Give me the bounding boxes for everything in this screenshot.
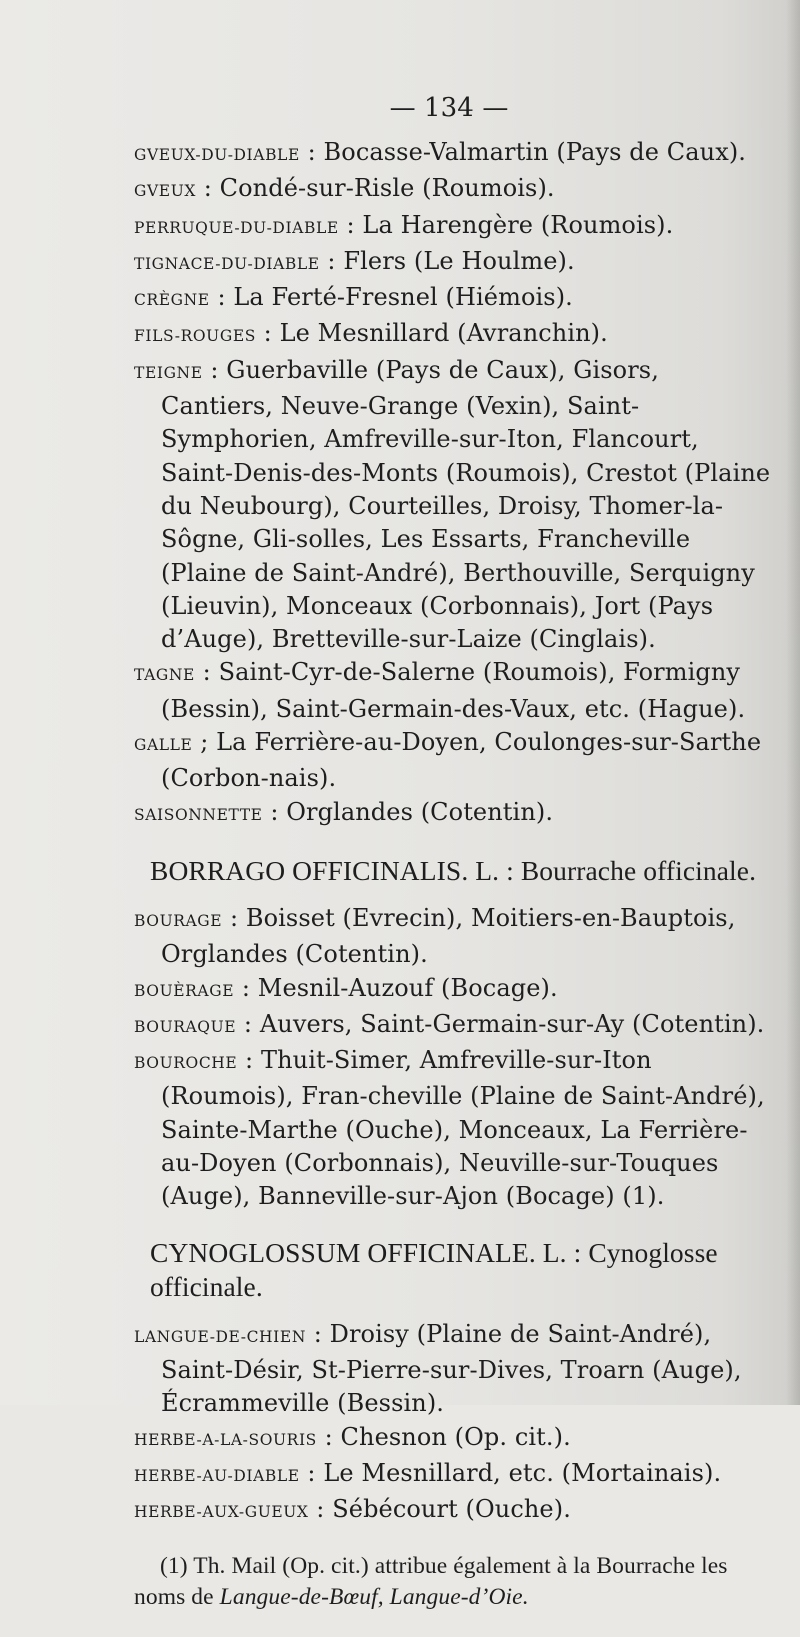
page-edge-shadow xyxy=(786,0,800,1405)
entry-term: BOURAQUE xyxy=(134,1017,237,1036)
entry-separator: : xyxy=(236,1009,260,1038)
entry-term: HERBE-AUX-GUEUX xyxy=(134,1503,309,1522)
entry-term: TEIGNE xyxy=(134,363,203,382)
entry xyxy=(134,1493,774,1529)
entry-separator: : xyxy=(237,1046,261,1075)
entry xyxy=(134,317,774,353)
entry xyxy=(134,136,774,172)
page-number: — 134 — xyxy=(389,93,509,123)
entry-localities: Guerbaville (Pays de Caux), Gisors, Cantiers, Neuve-Grange (Vexin), Saint-Symphorien, Amfreville-sur-Iton, Flancourt, Saint-Denis-des-Monts (Roumois), Crestot (Plaine du Neubourg), Courteilles, Droisy, Thomer-la-Sôgne, Gli-solles, Les Essarts, Francheville (Plaine de Saint-André), Berthouville, Serquigny (Lieuvin), Monceaux (Corbonnais), Jort (Pays d’Auge), Bretteville-sur-Laize (Cinglais). xyxy=(161,355,771,654)
entry-term: LANGUE-DE-CHIEN xyxy=(134,1327,306,1346)
entry-localities: Boisset (Evrecin), Moitiers-en-Bauptois, Orglandes (Cotentin). xyxy=(161,903,736,969)
entry xyxy=(134,172,774,208)
entry-localities: Thuit-Simer, Amfreville-sur-Iton (Roumois), Fran-cheville (Plaine de Saint-André), Sainte-Marthe (Ouche), Monceaux, La Ferrière-au-Doyen (Corbonnais), Neuville-sur-Touques (Auge), Banneville-sur-Ajon (Bocage) (1). xyxy=(161,1046,765,1211)
entry xyxy=(134,209,774,245)
entry-localities: Droisy (Plaine de Saint-André), Saint-Désir, St-Pierre-sur-Dives, Troarn (Auge), Écrammeville (Bessin). xyxy=(161,1319,742,1418)
entry xyxy=(134,1421,774,1457)
entry-localities: Saint-Cyr-de-Salerne (Roumois), Formigny (Bessin), Saint-Germain-des-Vaux, etc. (Hague). xyxy=(161,658,746,723)
entry-localities: Auvers, Saint-Germain-sur-Ay (Cotentin). xyxy=(259,1009,765,1038)
entry-separator: : xyxy=(316,1422,341,1451)
entries-group-1 xyxy=(134,136,774,832)
entry-term: PERRUQUE-DU-DIABLE xyxy=(134,218,339,237)
entry-term: HERBE-AU-DIABLE xyxy=(134,1466,300,1485)
entry-localities: La Ferté-Fresnel (Hiémois). xyxy=(233,283,573,312)
entry-term: GVEUX xyxy=(134,182,196,201)
entry-localities: La Harengère (Roumois). xyxy=(362,210,674,239)
entry-localities: Le Mesnillard (Avranchin). xyxy=(279,319,608,348)
entry xyxy=(134,1044,774,1213)
entry-term: HERBE-A-LA-SOURIS xyxy=(134,1430,317,1449)
entry-localities: Bocasse-Valmartin (Pays de Caux). xyxy=(323,138,747,166)
entry-separator: : xyxy=(222,903,246,932)
section-heading-cynoglossum: CYNOGLOSSUM OFFICINALE. L. : Cynoglosse officinale. xyxy=(150,1236,718,1302)
entry-separator: : xyxy=(196,174,220,203)
entry-separator: : xyxy=(308,1495,333,1524)
entry-localities: Chesnon (Op. cit.). xyxy=(340,1422,571,1451)
entry xyxy=(134,972,774,1008)
entry-separator: : xyxy=(299,1458,324,1487)
entry-separator: : xyxy=(255,319,280,348)
entry-localities: Sébécourt (Ouche). xyxy=(332,1495,571,1524)
footnote xyxy=(134,1551,774,1613)
entry xyxy=(134,902,774,972)
entry xyxy=(134,796,774,832)
entry-term: FILS-ROUGES xyxy=(134,327,256,346)
footnote-italic: Langue-de-Bœuf, Langue-d’Oie. xyxy=(219,1584,529,1611)
entry-separator: : xyxy=(262,797,287,826)
entry-term: GVEUX-DU-DIABLE xyxy=(134,146,300,164)
entry-localities: La Ferrière-au-Doyen, Coulonges-sur-Sarthe (Corbon-nais). xyxy=(161,728,762,793)
entry-separator: : xyxy=(209,283,234,312)
entry-localities: Le Mesnillard, etc. (Mortainais). xyxy=(323,1458,722,1487)
entry xyxy=(134,281,774,317)
entry-term: BOUÈRAGE xyxy=(134,981,235,1000)
entry xyxy=(134,726,774,796)
entry-localities: Condé-sur-Risle (Roumois). xyxy=(219,174,555,203)
entry xyxy=(134,1457,774,1493)
entry-term: BOUROCHE xyxy=(134,1054,238,1073)
entry xyxy=(134,1318,774,1421)
section-heading-borrago: BORRAGO OFFICINALIS. L. : Bourrache officinale. xyxy=(150,854,757,886)
entries-group-3 xyxy=(134,1318,774,1530)
entry-term: SAISONNETTE xyxy=(134,805,263,824)
entry-term: CRÈGNE xyxy=(134,291,210,310)
entries-group-2 xyxy=(134,902,774,1214)
footnote-text: (1) Th. Mail (Op. cit.) attribue également à la Bourrache les noms de xyxy=(134,1553,728,1611)
entry-term: GALLE xyxy=(134,736,193,755)
entry xyxy=(134,1008,774,1044)
entry-term: BOURAGE xyxy=(134,911,223,930)
entry-separator: : xyxy=(299,138,324,166)
entry-separator: : xyxy=(305,1319,330,1348)
entry xyxy=(134,354,774,657)
entry-term: TAGNE xyxy=(134,666,195,685)
entry-localities: Orglandes (Cotentin). xyxy=(286,797,554,826)
entry-localities: Flers (Le Houlme). xyxy=(343,246,575,275)
entry xyxy=(134,656,774,726)
entry-separator: : xyxy=(202,355,227,384)
entry-separator: : xyxy=(319,246,344,275)
entry-separator: : xyxy=(194,658,219,687)
entry-separator: : xyxy=(338,210,363,239)
entry-localities: Mesnil-Auzouf (Bocage). xyxy=(257,973,558,1002)
entry-separator: ; xyxy=(192,728,217,757)
entry-term: TIGNACE-DU-DIABLE xyxy=(134,254,320,273)
entry xyxy=(134,245,774,281)
entry-separator: : xyxy=(234,973,258,1002)
